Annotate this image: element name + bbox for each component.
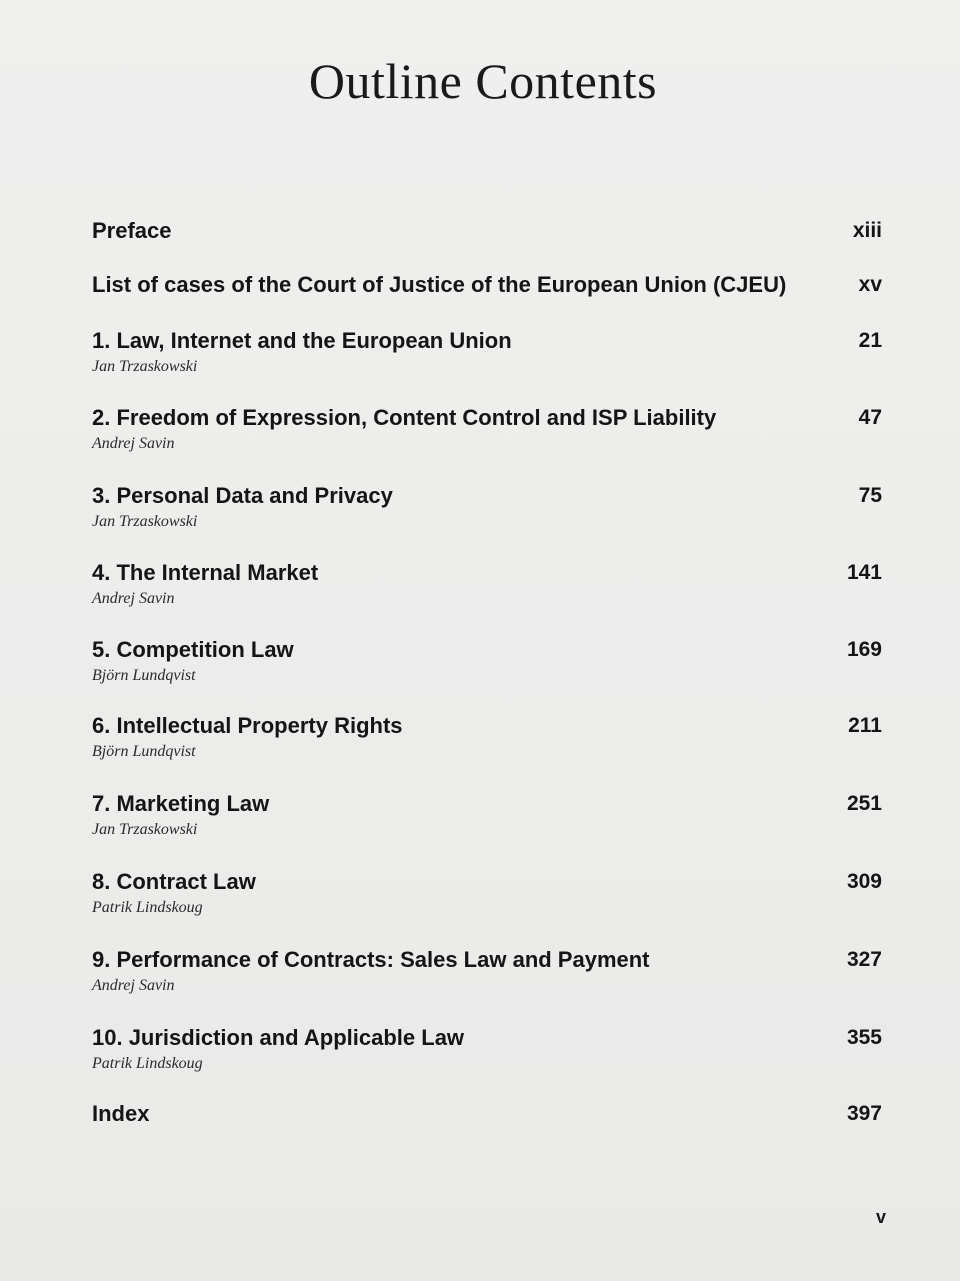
toc-entry-author: Andrej Savin [92, 590, 175, 607]
toc-entry-page: 251 [846, 792, 882, 815]
toc-entry-title: 5. Competition Law [92, 637, 294, 662]
toc-entry-title: 7. Marketing Law [92, 791, 270, 816]
toc-entry-title: 1. Law, Internet and the European Union [92, 328, 512, 353]
toc-entry-title: 8. Contract Law [92, 869, 256, 894]
toc-entry-title: 9. Performance of Contracts: Sales Law and Payment [92, 947, 650, 972]
toc-entry-title: 10. Jurisdiction and Applicable Law [92, 1025, 465, 1050]
toc-entry-author: Jan Trzaskowski [92, 358, 198, 375]
toc-entry-page: xiii [852, 219, 882, 242]
toc-entry-page: xv [858, 273, 882, 296]
toc-entry-page: 47 [858, 406, 882, 429]
toc-entry-title: Index [92, 1101, 150, 1126]
toc-entry-page: 211 [848, 714, 882, 737]
toc-entry-author: Jan Trzaskowski [92, 513, 198, 530]
page-title: Outline Contents [308, 53, 658, 109]
toc-entry-author: Andrej Savin [92, 977, 175, 994]
toc-entry-author: Patrik Lindskoug [92, 1055, 203, 1072]
toc-entry-title: 3. Personal Data and Privacy [92, 483, 393, 508]
toc-entry-title: 2. Freedom of Expression, Content Control and ISP Liability [92, 405, 717, 430]
toc-entry-page: 141 [846, 561, 882, 584]
toc-entry-page: 21 [858, 329, 882, 352]
toc-entry-title: 4. The Internal Market [92, 560, 319, 585]
toc-entry-page: 397 [846, 1102, 882, 1125]
toc-entry-page: 169 [846, 638, 882, 661]
toc-entry-author: Björn Lundqvist [92, 743, 196, 760]
toc-entry-page: 327 [846, 948, 882, 971]
toc-entry-author: Andrej Savin [92, 435, 175, 452]
toc-entry-page: 309 [846, 870, 882, 893]
page-number: v [875, 1207, 886, 1227]
toc-entry-title: Preface [92, 218, 172, 243]
toc-entry-page: 75 [858, 484, 882, 507]
toc-entry-author: Björn Lundqvist [92, 667, 196, 684]
toc-entry-author: Patrik Lindskoug [92, 899, 203, 916]
toc-entry-page: 355 [846, 1026, 882, 1049]
toc-entry-title: 6. Intellectual Property Rights [92, 713, 403, 738]
toc-entry-author: Jan Trzaskowski [92, 821, 198, 838]
toc-entry-title: List of cases of the Court of Justice of the European Union (CJEU) [92, 272, 787, 297]
